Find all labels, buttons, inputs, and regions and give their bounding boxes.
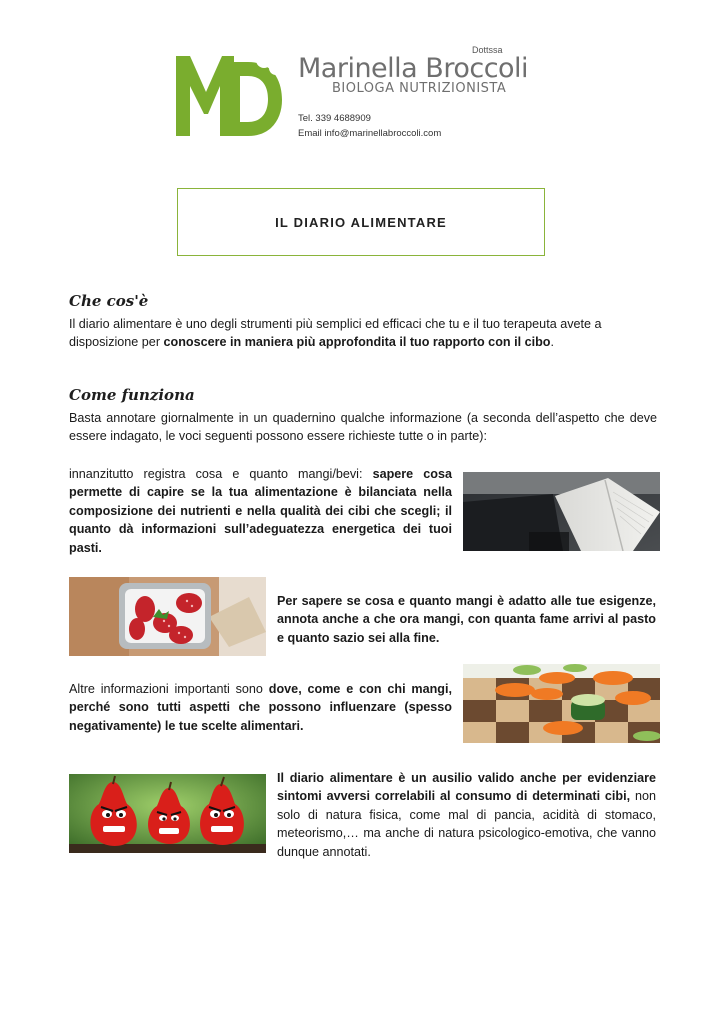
title-prefix: Dottssa: [472, 45, 503, 55]
strawberries-photo: [69, 577, 266, 656]
item-bold: Il diario alimentare è un ausilio valido anche per evidenziare sintomi avversi correlabili al consumo di determinati cibi,: [277, 771, 656, 804]
letterhead: [298, 45, 538, 145]
item-bold: Per sapere se cosa e quanto mangi è adatto alle tue esigenze, annota anche a che ora mangi, con quanta fame arrivi al pasto e quanto sazio sei alla fine.: [277, 594, 656, 645]
md-logo: [176, 52, 284, 136]
vegetable-chessboard-photo: [463, 664, 660, 743]
section-how-intro: Basta annotare giornalmente in un quadernino qualche informazione (a seconda dell’aspetto che deve essere indagato, le voci seguenti possono essere richieste tutte o in parte):: [69, 411, 657, 444]
doctor-role: BIOLOGA NUTRIZIONISTA: [332, 81, 507, 96]
item-paragraph-what-how-much: [69, 465, 452, 557]
section-heading-how: Come funziona: [69, 386, 195, 404]
email-line: [298, 128, 441, 139]
item-text: non solo di natura fisica, come mal di pancia, acidità di stomaco, meteorismo,… ma anche di natura psicologico-emotiva, che vanno dunque annotati.: [277, 789, 656, 859]
section-what-bold: conoscere in maniera più approfondita il tuo rapporto con il cibo: [163, 335, 551, 350]
item-bold: dove, come e con chi mangi, perché sono tutti aspetti che possono influenzare (spesso negativamente) le tue scelte alimentari.: [69, 682, 453, 733]
document-title-box: [177, 188, 545, 256]
section-what-text: Il diario alimentare è uno degli strumenti più semplici ed efficaci che tu e il tuo terapeuta avete a disposizione per: [69, 317, 602, 350]
item-paragraph-time-hunger: [277, 592, 656, 647]
doctor-name: Marinella Broccoli: [298, 53, 529, 84]
item-bold: sapere cosa permette di capire se la tua alimentazione è bilanciata nella composizione dei nutrienti e nella qualità dei cibi che scegli; il quanto dà informazioni sull’adeguatezza energetica dei tuoi pasti.: [69, 467, 452, 555]
section-what-end: .: [550, 335, 554, 350]
notebook-photo: [463, 472, 660, 551]
section-heading-what: Che cos'è: [69, 292, 149, 310]
angry-pears-photo: [69, 774, 266, 853]
document-title: IL DIARIO ALIMENTARE: [275, 214, 447, 230]
email-label: Email: [298, 128, 322, 139]
email-address[interactable]: info@marinellabroccoli.com: [324, 128, 442, 139]
item-paragraph-symptoms: [277, 769, 656, 861]
phone-number: Tel. 339 4688909: [298, 113, 371, 124]
section-what-paragraph: [69, 315, 657, 352]
item-text: Altre informazioni importanti sono: [69, 682, 269, 696]
item-paragraph-where-how: [69, 680, 452, 735]
item-text: innanzitutto registra cosa e quanto mangi/bevi:: [69, 467, 373, 481]
